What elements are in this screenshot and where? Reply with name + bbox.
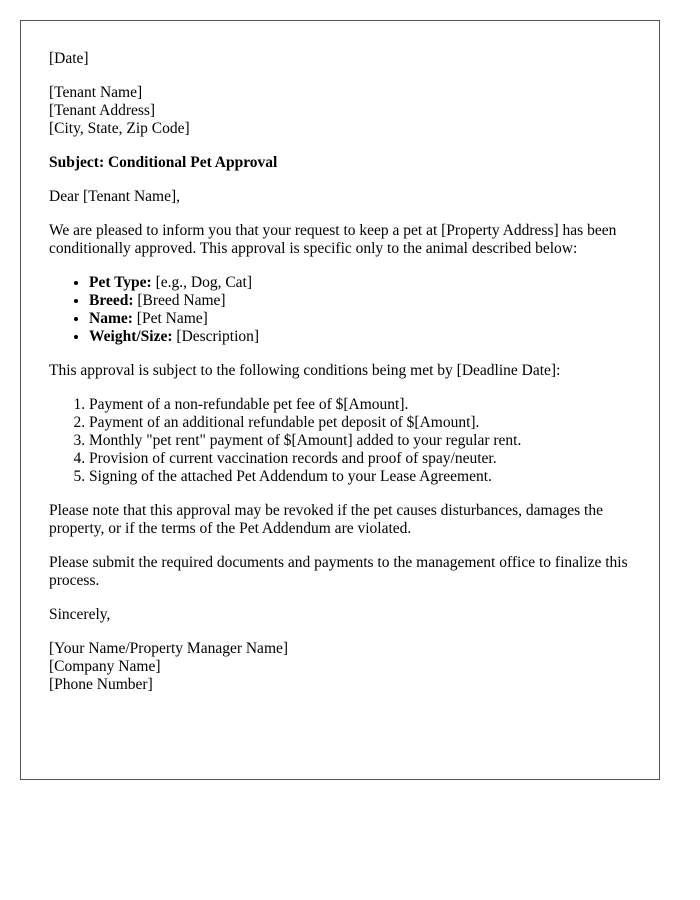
signature-name: [Your Name/Property Manager Name] — [49, 640, 289, 657]
list-item: 1. Payment of a non-refundable pet fee of $[Amount]. — [89, 396, 631, 414]
list-item: 5. Signing of the attached Pet Addendum to your Lease Agreement. — [89, 468, 631, 486]
signature-block — [49, 640, 631, 694]
conditions-intro: This approval is subject to the following conditions being met by [Deadline Date]: — [49, 362, 561, 379]
recipient-city-state-zip: [City, State, Zip Code] — [49, 120, 190, 137]
list-item: 2. Payment of an additional refundable pet deposit of $[Amount]. — [89, 414, 631, 432]
pet-detail-value: [Pet Name] — [132, 310, 208, 327]
pet-detail-label: Name: — [89, 310, 133, 327]
intro-paragraph: We are pleased to inform you that your request to keep a pet at [Property Address] has been conditionally approved. This approval is specific only to the animal described below: — [49, 222, 617, 257]
pet-details-list — [49, 274, 631, 346]
recipient-block — [49, 84, 631, 138]
list-item — [89, 310, 631, 328]
revocation-paragraph: Please note that this approval may be revoked if the pet causes disturbances, damages the property, or if the terms of the Pet Addendum are violated. — [49, 502, 603, 537]
closing: Sincerely, — [49, 606, 111, 623]
pet-detail-label: Pet Type: — [89, 274, 152, 291]
letter-page — [20, 20, 660, 780]
signature-company: [Company Name] — [49, 658, 161, 675]
pet-detail-value: [e.g., Dog, Cat] — [151, 274, 253, 291]
list-item — [89, 328, 631, 346]
conditions-list — [49, 396, 631, 486]
recipient-address: [Tenant Address] — [49, 102, 156, 119]
list-item — [89, 274, 631, 292]
list-item: 4. Provision of current vaccination records and proof of spay/neuter. — [89, 450, 631, 468]
letter-date: [Date] — [49, 50, 89, 67]
pet-detail-value: [Description] — [172, 328, 260, 345]
pet-detail-label: Breed: — [89, 292, 134, 309]
recipient-name: [Tenant Name] — [49, 84, 143, 101]
salutation: Dear [Tenant Name], — [49, 188, 181, 205]
signature-phone: [Phone Number] — [49, 676, 153, 693]
pet-detail-label: Weight/Size: — [89, 328, 173, 345]
list-item — [89, 292, 631, 310]
submission-paragraph: Please submit the required documents and payments to the management office to finalize this process. — [49, 554, 628, 589]
letter-subject: Subject: Conditional Pet Approval — [49, 154, 278, 171]
pet-detail-value: [Breed Name] — [133, 292, 226, 309]
list-item: 3. Monthly "pet rent" payment of $[Amount] added to your regular rent. — [89, 432, 631, 450]
